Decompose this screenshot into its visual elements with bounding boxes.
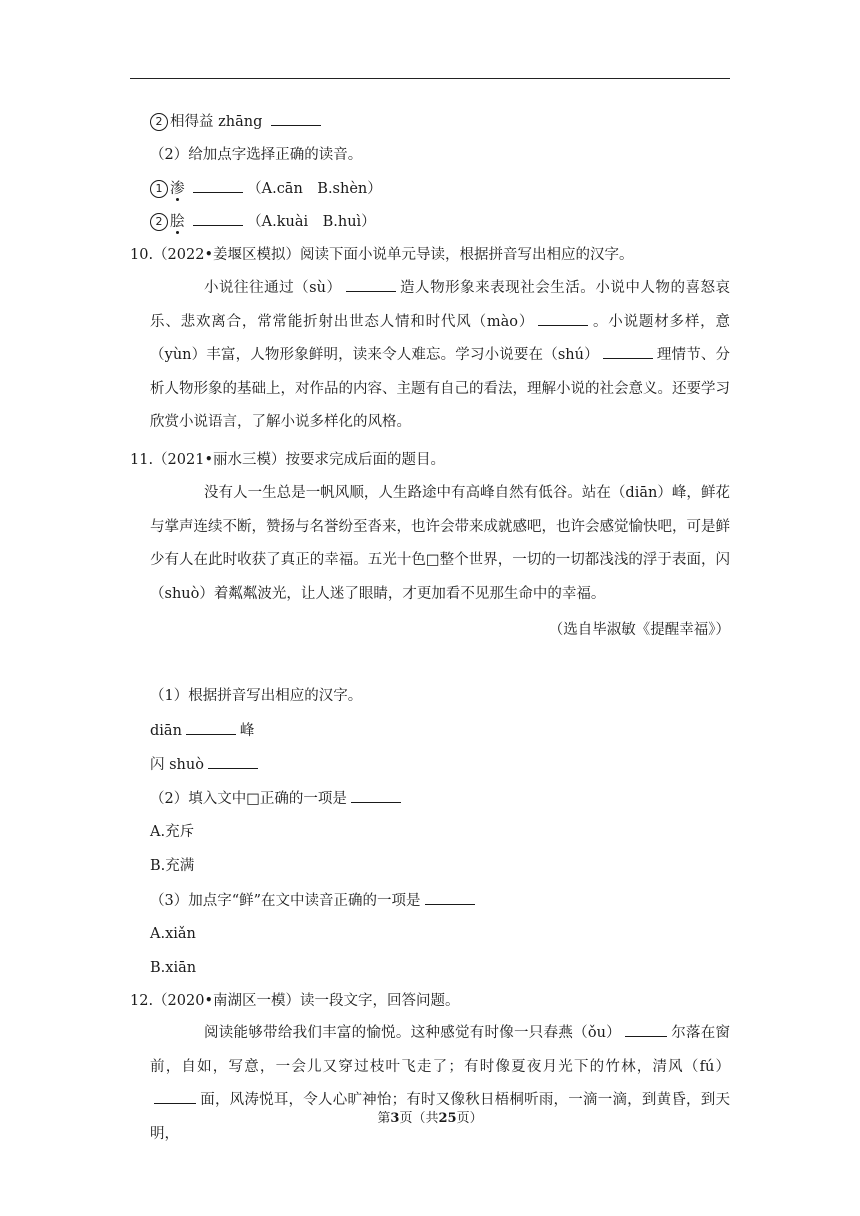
q9-sub2-title: （2）给加点字选择正确的读音。: [150, 147, 363, 163]
q10-passage-part: 理情节、分析人物形象的基础上，对作品的内容、主题有自己的看法，理解小说的社会意义。还要学习欣赏小说语言，了解小说多样化的风格。: [150, 347, 730, 430]
answer-blank[interactable]: [346, 277, 396, 292]
total-page-number: 25: [438, 1111, 457, 1126]
q11-sub2-option-b: B.充满: [150, 858, 195, 874]
q12-passage-part: 尔落在窗前，自如，写意，一会儿又穿过枝叶飞走了；有时像夏夜月光下的竹林，清风（fú）: [150, 1025, 730, 1075]
q12-passage: [150, 1017, 730, 1151]
answer-blank[interactable]: [186, 720, 236, 735]
q11-sub2-option-a: A.充斥: [150, 824, 195, 840]
answer-blank[interactable]: [193, 211, 243, 226]
q11-source: （选自毕淑敏《提醒幸福》）: [548, 622, 730, 638]
q10-passage-part: 造人物形象来表现社会生活。小说中人物的喜怒哀乐、悲欢离合，常常能折射出世态人情和时代风（mào）: [150, 280, 731, 330]
q9-option-1: [150, 178, 382, 199]
answer-blank[interactable]: [193, 178, 243, 193]
q12-passage-part: 阅读能够带给我们丰富的愉悦。这种感觉有时像一只春燕（ǒu）: [204, 1025, 621, 1041]
q9-option-2: [150, 211, 376, 232]
q10-passage-part: 。小说题材多样，意（yùn）丰富，人物形象鲜明，读来令人难忘。学习小说要在（shú）: [150, 313, 731, 363]
circled-number: 2: [150, 113, 168, 131]
footer-text: 页（共: [399, 1111, 439, 1126]
pinyin-label: 闪 shuò: [150, 757, 204, 773]
q11-sub3-title: [150, 890, 479, 911]
circled-number: 1: [150, 180, 168, 198]
answer-blank[interactable]: [625, 1022, 667, 1037]
q11-sub1-a: [150, 720, 254, 741]
q11-sub3-option-b: B.xiān: [150, 960, 197, 976]
q11-passage: 没有人一生总是一帆风顺，人生路途中有高峰自然有低谷。站在（diān）峰，鲜花与掌声连续不断，赞扬与名誉纷至沓来，也许会带来成就感吧，也许会感觉愉快吧，可是鲜少有人在此时收获了真正的幸福。五光十色□整个世界，一切的一切都浅浅的浮于表面，闪（shuò）着粼粼波光，让人迷了眼睛，才更加看不见那生命中的幸福。: [150, 485, 730, 602]
q12-passage-part: 面，风涛悦耳，令人心旷神怡；有时又像秋日梧桐听雨，一滴一滴，到黄昏，到天明，: [150, 1092, 730, 1142]
emphasized-char: 渗: [170, 181, 185, 197]
answer-blank[interactable]: [538, 311, 588, 326]
pinyin-label: diān: [150, 723, 182, 739]
header-rule: [130, 78, 730, 79]
q10-passage: [150, 272, 730, 440]
q11-sub3-text: （3）加点字“鲜”在文中读音正确的一项是: [150, 893, 421, 909]
answer-blank[interactable]: [425, 890, 475, 905]
q11-sub1-title: （1）根据拼音写出相应的汉字。: [150, 688, 363, 704]
emphasized-char: 脍: [170, 214, 185, 230]
circled-number: 2: [150, 213, 168, 231]
answer-blank[interactable]: [154, 1089, 196, 1104]
q11-sub1-b: [150, 754, 262, 775]
footer-text: 页）: [456, 1111, 483, 1126]
q10-passage-part: 小说往往通过（sù）: [204, 280, 342, 296]
q11-header: 11.（2021•丽水三模）按要求完成后面的题目。: [130, 452, 446, 468]
answer-blank[interactable]: [603, 344, 653, 359]
q11-sub2-title: [150, 788, 405, 809]
answer-blank[interactable]: [271, 111, 321, 126]
q11-sub2-text: （2）填入文中□正确的一项是: [150, 791, 347, 807]
q9-option-1-choices: （A.cān B.shèn）: [247, 181, 382, 197]
char-suffix: 峰: [239, 723, 255, 739]
footer-text: 第: [377, 1111, 391, 1126]
q12-header: 12.（2020•南湖区一模）读一段文字，回答问题。: [130, 993, 460, 1009]
current-page-number: 3: [390, 1111, 400, 1126]
q11-sub3-option-a: A.xiǎn: [150, 926, 196, 942]
q10-header: 10.（2022•姜堰区模拟）阅读下面小说单元导读，根据拼音写出相应的汉字。: [130, 247, 634, 263]
q9-option-2-choices: （A.kuài B.huì）: [247, 214, 376, 230]
page-footer: [0, 1110, 860, 1128]
answer-blank[interactable]: [208, 754, 258, 769]
answer-blank[interactable]: [351, 788, 401, 803]
q9-item-2: [150, 111, 325, 132]
q9-item-2-text: 相得益 zhāng: [170, 114, 263, 130]
